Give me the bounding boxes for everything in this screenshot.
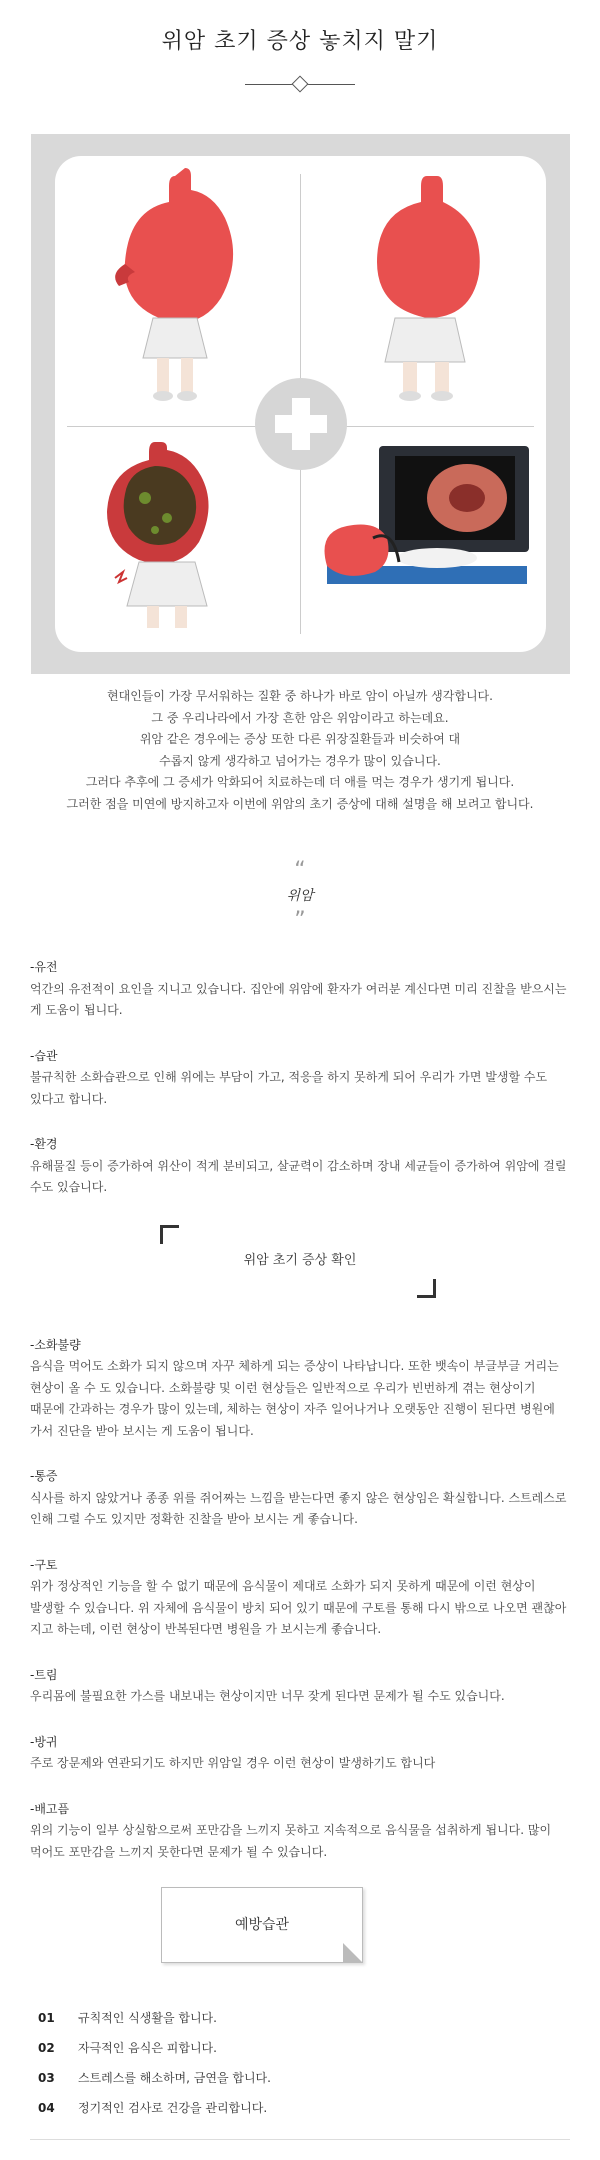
list-item-text: 스트레스를 해소하며, 금연을 합니다. [78, 2071, 271, 2085]
list-item-number: 02 [38, 2041, 55, 2055]
stomach-character-back-icon [355, 168, 495, 408]
intro-line: 수롭지 않게 생각하고 넘어가는 경우가 많이 있습니다. [159, 753, 441, 768]
cause-item [30, 957, 570, 1022]
open-quote-icon: “ [294, 858, 306, 883]
close-quote-icon: ” [294, 908, 306, 933]
diamond-icon [292, 76, 309, 93]
symptom-item [30, 1555, 570, 1641]
list-item-number: 04 [38, 2101, 55, 2115]
intro-text [0, 686, 600, 815]
list-item-text: 자극적인 음식은 피합니다. [78, 2041, 217, 2055]
intro-line: 현대인들이 가장 무서워하는 질환 중 하나가 바로 암이 아닐까 생각합니다. [107, 689, 493, 703]
cause-item [30, 1134, 570, 1199]
bracket-bottom-right-icon [417, 1279, 436, 1298]
page-fold-icon [343, 1943, 363, 1963]
prevention-heading: 예방습관 [234, 1917, 290, 1933]
symptom-item-body: 위가 정상적인 기능을 할 수 없기 때문에 음식물이 제대로 소화가 되지 못하게 때문에 이런 현상이 발생할 수 있습니다. 위 자체에 음식물이 방치 되어 있기 때문에 구토를 통해 다시 밖으로 나오면 괜찮아 지고 하는데, 이런 현상이 반복된다면 병원을 가 보시는게 좋습니다. [30, 1579, 567, 1636]
symptom-item-body: 식사를 하지 않았거나 종종 위를 쥐어짜는 느낌을 받는다면 좋지 않은 현상임은 확실합니다. 스트레스로 인해 그럴 수도 있지만 정확한 진찰을 받아 보시는 게 좋습니다. [30, 1490, 567, 1526]
list-item-number: 03 [38, 2071, 55, 2085]
cause-item [30, 1046, 570, 1111]
symptom-item-body: 음식을 먹어도 소화가 되지 않으며 자꾸 체하게 되는 증상이 나타납니다. 또한 뱃속이 부글부글 거리는 현상이 올 수 도 있습니다. 소화불량 및 이런 현상들은 일반적으로 우리가 빈번하게 겪는 현상이기 때문에 간과하는 경우가 많이 있는데, 체하는 현상이 자주 일어나거나 오랫동안 진행이 된다면 병원에 가서 진단을 받아 보시는 게 도움이 됩니다. [30, 1359, 559, 1438]
list-item [38, 2003, 562, 2033]
bracket-top-left-icon [160, 1225, 179, 1244]
symptom-item-heading: -배고픔 [30, 1801, 70, 1816]
intro-line: 위암 같은 경우에는 증상 또한 다른 위장질환들과 비슷하여 대 [139, 732, 461, 746]
cause-body: 억간의 유전적이 요인을 지니고 있습니다. 집안에 위암에 환자가 여러분 계신다면 미리 진찰을 받으시는 게 도움이 됩니다. [30, 981, 567, 1017]
intro-line: 그 중 우리나라에서 가장 흔한 암은 위암이라고 하는데요. [151, 710, 449, 725]
symptom-item [30, 1335, 570, 1443]
intro-line: 그러다 추후에 그 증세가 악화되어 치료하는데 더 애를 먹는 경우가 생기게 됩니다. [85, 775, 515, 789]
causes-section [0, 957, 600, 1199]
section-quote [0, 859, 600, 933]
cause-heading: -유전 [30, 960, 58, 974]
list-item-number: 01 [38, 2011, 55, 2025]
cause-heading: -습관 [30, 1048, 58, 1063]
symptom-item-body: 위의 기능이 일부 상실함으로써 포만감을 느끼지 못하고 지속적으로 음식물을 섭취하게 됩니다. 많이 먹어도 포만감을 느끼지 못한다면 문제가 될 수 있습니다. [30, 1823, 552, 1859]
intro-line: 그러한 점을 미연에 방지하고자 이번에 위암의 초기 증상에 대해 설명을 해 보려고 합니다. [66, 796, 534, 811]
page-title: 위암 초기 증상 놓치지 말기 [161, 29, 439, 54]
sick-stomach-character-icon [95, 438, 255, 638]
title-divider [0, 64, 600, 104]
symptom-item-body: 우리몸에 불필요한 가스를 내보내는 현상이지만 너무 잦게 된다면 문제가 될 수도 있습니다. [30, 1689, 505, 1703]
symptom-item [30, 1466, 570, 1531]
symptom-heading: 위암 초기 증상 확인 [243, 1252, 357, 1268]
stomach-character-front-icon [105, 168, 245, 408]
endoscopy-monitor-icon [317, 446, 537, 626]
symptom-item [30, 1799, 570, 1864]
list-item [38, 2033, 562, 2063]
hero-illustration [31, 134, 570, 674]
prevention-list [0, 2003, 600, 2123]
symptom-item-heading: -소화불량 [30, 1337, 81, 1352]
symptom-item-body: 주로 장문제와 연관되기도 하지만 위암일 경우 이런 현상이 발생하기도 합니다 [30, 1756, 436, 1770]
symptom-item-heading: -트림 [30, 1667, 58, 1682]
cause-body: 불규칙한 소화습관으로 인해 위에는 부담이 가고, 적응을 하지 못하게 되어 우리가 가면 발생할 수도 있다고 합니다. [30, 1070, 548, 1106]
symptom-item-heading: -구토 [30, 1557, 58, 1572]
illustration-card [55, 156, 546, 652]
list-item-text: 정기적인 검사로 건강을 관리합니다. [78, 2101, 268, 2115]
quote-word: 위암 [286, 888, 314, 904]
cause-heading: -환경 [30, 1137, 58, 1151]
symptom-heading-box [0, 1225, 600, 1335]
cause-body: 유해물질 등이 증가하여 위산이 적게 분비되고, 살균력이 감소하며 장내 세균들이 증가하여 위암에 걸릴 수도 있습니다. [30, 1158, 567, 1194]
symptom-item-heading: -방귀 [30, 1734, 58, 1749]
symptom-item [30, 1732, 570, 1775]
list-item-text: 규칙적인 식생활을 합니다. [78, 2011, 217, 2025]
list-item [38, 2093, 562, 2123]
list-item [38, 2063, 562, 2093]
symptoms-section [0, 1335, 600, 1864]
symptom-item [30, 1665, 570, 1708]
symptom-item-heading: -통증 [30, 1469, 58, 1483]
prevention-heading-box [161, 1887, 363, 1963]
